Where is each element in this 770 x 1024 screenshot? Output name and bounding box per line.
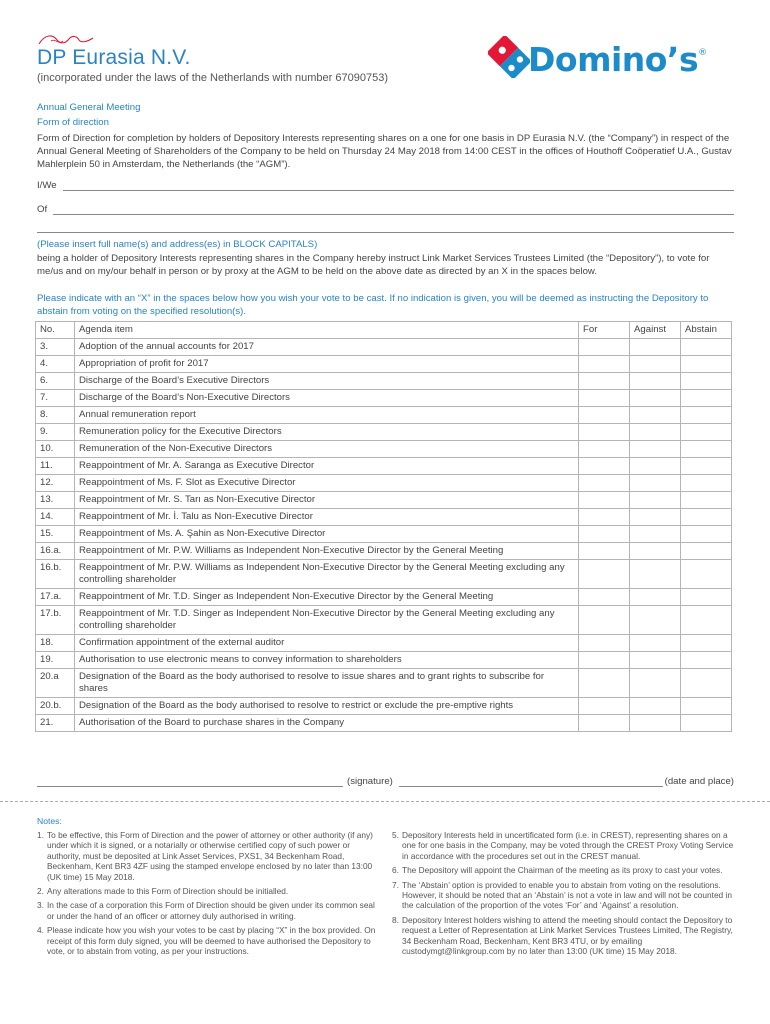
- agenda-number: 21.: [36, 715, 75, 732]
- vote-against-box[interactable]: [630, 458, 681, 475]
- signature-line[interactable]: [37, 777, 343, 787]
- iwe-input-line[interactable]: [63, 181, 734, 191]
- signature-label: (signature): [347, 776, 393, 787]
- agenda-number: 9.: [36, 424, 75, 441]
- note-text: Any alterations made to this Form of Direction should be initialled.: [47, 886, 289, 897]
- vote-abstain-box[interactable]: [681, 373, 732, 390]
- vote-for-box[interactable]: [579, 356, 630, 373]
- agenda-item: Appropriation of profit for 2017: [75, 356, 579, 373]
- iwe-label: I/We: [37, 180, 57, 191]
- agenda-number: 20.a: [36, 669, 75, 698]
- note-text: The Depository will appoint the Chairman of the meeting as its proxy to cast your votes.: [402, 865, 723, 876]
- agenda-item: Reappointment of Mr. İ. Talu as Non-Executive Director: [75, 509, 579, 526]
- note-text: Please indicate how you wish your votes to be cast by placing “X” in the box provided. On receipt of this form duly signed, you will be deemed to have authorised the Depository to vote, or to abstain from voting, as per your instructions.: [47, 925, 376, 957]
- note-item: [392, 880, 734, 911]
- table-row: [36, 698, 732, 715]
- table-row: [36, 635, 732, 652]
- vote-for-box[interactable]: [579, 526, 630, 543]
- vote-for-box[interactable]: [579, 543, 630, 560]
- vote-for-box[interactable]: [579, 715, 630, 732]
- agenda-number: 12.: [36, 475, 75, 492]
- note-item: [37, 925, 377, 956]
- header-item: Agenda item: [75, 322, 579, 339]
- vote-abstain-box[interactable]: [681, 698, 732, 715]
- agenda-item: Reappointment of Mr. T.D. Singer as Independent Non-Executive Director by the General Meeting: [75, 589, 579, 606]
- agenda-item: Discharge of the Board’s Non-Executive Directors: [75, 390, 579, 407]
- vote-abstain-box[interactable]: [681, 589, 732, 606]
- company-title: DP Eurasia N.V.: [37, 46, 191, 69]
- vote-abstain-box[interactable]: [681, 441, 732, 458]
- vote-abstain-box[interactable]: [681, 356, 732, 373]
- agenda-item: Remuneration of the Non-Executive Directors: [75, 441, 579, 458]
- vote-for-box[interactable]: [579, 390, 630, 407]
- vote-abstain-box[interactable]: [681, 652, 732, 669]
- vote-against-box[interactable]: [630, 424, 681, 441]
- agenda-table: [35, 321, 732, 732]
- agenda-item: Reappointment of Ms. A. Şahin as Non-Executive Director: [75, 526, 579, 543]
- agenda-number: 19.: [36, 652, 75, 669]
- note-text: In the case of a corporation this Form of Direction should be given under its common seal or under the hand of an officer or attorney duly authorised in writing.: [47, 900, 375, 921]
- iwe-row: [37, 180, 734, 191]
- agenda-number: 10.: [36, 441, 75, 458]
- notes-right-column: [392, 830, 734, 960]
- agenda-number: 20.b.: [36, 698, 75, 715]
- agenda-item: Confirmation appointment of the external auditor: [75, 635, 579, 652]
- table-row: [36, 475, 732, 492]
- vote-against-box[interactable]: [630, 715, 681, 732]
- table-row: [36, 441, 732, 458]
- note-number: 5.: [392, 830, 399, 840]
- agenda-number: 16.a.: [36, 543, 75, 560]
- agenda-item: Authorisation of the Board to purchase shares in the Company: [75, 715, 579, 732]
- vote-abstain-box[interactable]: [681, 407, 732, 424]
- agenda-item: Reappointment of Ms. F. Slot as Executive Director: [75, 475, 579, 492]
- agenda-item: Reappointment of Mr. S. Tarı as Non-Executive Director: [75, 492, 579, 509]
- vote-abstain-box[interactable]: [681, 715, 732, 732]
- divider: [0, 801, 770, 802]
- agenda-item: Reappointment of Mr. P.W. Williams as Independent Non-Executive Director by the General Meeting excluding any controlling shareholder: [75, 560, 579, 589]
- vote-for-box[interactable]: [579, 475, 630, 492]
- vote-for-box[interactable]: [579, 698, 630, 715]
- vote-for-box[interactable]: [579, 458, 630, 475]
- vote-abstain-box[interactable]: [681, 390, 732, 407]
- header-abstain: Abstain: [681, 322, 732, 339]
- agenda-number: 18.: [36, 635, 75, 652]
- table-row: [36, 589, 732, 606]
- note-item: [392, 830, 734, 861]
- incorporation-note: (incorporated under the laws of the Netherlands with number 67090753): [37, 72, 388, 84]
- table-row: [36, 606, 732, 635]
- of-row: [37, 204, 734, 215]
- note-item: [37, 830, 377, 882]
- vote-against-box[interactable]: [630, 441, 681, 458]
- agenda-number: 6.: [36, 373, 75, 390]
- table-row: [36, 373, 732, 390]
- vote-for-box[interactable]: [579, 407, 630, 424]
- note-item: [392, 915, 734, 957]
- vote-abstain-box[interactable]: [681, 606, 732, 635]
- agenda-item: Designation of the Board as the body authorised to resolve to issue shares and to grant rights to subscribe for shares: [75, 669, 579, 698]
- agenda-number: 17.a.: [36, 589, 75, 606]
- vote-abstain-box[interactable]: [681, 543, 732, 560]
- table-row: [36, 543, 732, 560]
- agenda-item: Authorisation to use electronic means to convey information to shareholders: [75, 652, 579, 669]
- note-text: The ‘Abstain’ option is provided to enable you to abstain from voting on the resolutions. However, it should be noted that an ‘Abstain’ is not a vote in law and will not be counted in the calculation of the proportion of the votes ‘For’ and ‘Against’ a resolution.: [402, 879, 732, 911]
- vote-abstain-box[interactable]: [681, 526, 732, 543]
- table-row: [36, 356, 732, 373]
- agenda-item: Annual remuneration report: [75, 407, 579, 424]
- date-place-line[interactable]: [399, 777, 663, 787]
- agenda-number: 3.: [36, 339, 75, 356]
- agenda-item: Reappointment of Mr. P.W. Williams as Independent Non-Executive Director by the General Meeting: [75, 543, 579, 560]
- table-row: [36, 492, 732, 509]
- of-label: Of: [37, 204, 48, 215]
- vote-against-box[interactable]: [630, 589, 681, 606]
- vote-for-box[interactable]: [579, 339, 630, 356]
- vote-against-box[interactable]: [630, 390, 681, 407]
- agenda-number: 8.: [36, 407, 75, 424]
- agenda-number: 13.: [36, 492, 75, 509]
- agenda-number: 4.: [36, 356, 75, 373]
- vote-against-box[interactable]: [630, 526, 681, 543]
- notes-heading: Notes:: [37, 816, 62, 826]
- of-input-line[interactable]: [53, 205, 734, 215]
- note-number: 8.: [392, 914, 399, 925]
- vote-abstain-box[interactable]: [681, 492, 732, 509]
- note-number: 7.: [392, 879, 399, 890]
- vote-abstain-box[interactable]: [681, 458, 732, 475]
- agenda-number: 14.: [36, 509, 75, 526]
- holder-text: being a holder of Depository Interests representing shares in the Company hereby instruct Link Market Services Trustees Limited (the “Depository”), to vote for me/us and on my/our behalf in person or by proxy at the AGM to be held on the above date as directed by an X in the spaces below.: [37, 253, 710, 277]
- table-row: [36, 652, 732, 669]
- note-number: 3.: [37, 900, 44, 911]
- vote-for-box[interactable]: [579, 492, 630, 509]
- vote-for-box[interactable]: [579, 606, 630, 635]
- vote-for-box[interactable]: [579, 373, 630, 390]
- note-text: Depository Interest holders wishing to attend the meeting should contact the Depository to request a Letter of Representation at Link Market Services Trustees Limited, The Registry, 34 Beckenham Road, Beckenham, Kent BR3 4TU, or by emailing custodymgt@linkgroup.com by no later than 13:00 (UK time) 15 May 2018.: [402, 914, 733, 957]
- vote-abstain-box[interactable]: [681, 509, 732, 526]
- date-place-label: (date and place): [664, 776, 734, 787]
- vote-against-box[interactable]: [630, 356, 681, 373]
- agenda-item: Reappointment of Mr. A. Saranga as Executive Director: [75, 458, 579, 475]
- table-row: [36, 339, 732, 356]
- agenda-item: Designation of the Board as the body authorised to resolve to restrict or exclude the pre-emptive rights: [75, 698, 579, 715]
- vote-for-box[interactable]: [579, 509, 630, 526]
- vote-abstain-box[interactable]: [681, 560, 732, 589]
- vote-for-box[interactable]: [579, 589, 630, 606]
- table-row: [36, 715, 732, 732]
- table-row: [36, 526, 732, 543]
- header-no: No.: [36, 322, 75, 339]
- table-row: [36, 407, 732, 424]
- note-number: 2.: [37, 886, 44, 897]
- agenda-item: Discharge of the Board’s Executive Directors: [75, 373, 579, 390]
- agenda-item: Remuneration policy for the Executive Directors: [75, 424, 579, 441]
- note-text: Depository Interests held in uncertificated form (i.e. in CREST), representing shares on a one for one basis in the Company, may be voted through the CREST Proxy Voting Service in accordance with the procedures set out in the CREST manual.: [402, 830, 734, 861]
- header-for: For: [579, 322, 630, 339]
- vote-for-box[interactable]: [579, 560, 630, 589]
- table-row: [36, 390, 732, 407]
- note-item: [37, 886, 377, 896]
- vote-for-box[interactable]: [579, 424, 630, 441]
- logo-wordmark: Domino’s®: [528, 40, 707, 79]
- domino-tile-icon: [488, 36, 530, 78]
- agenda-number: 17.b.: [36, 606, 75, 635]
- table-row: [36, 509, 732, 526]
- note-number: 6.: [392, 865, 399, 876]
- vote-against-box[interactable]: [630, 373, 681, 390]
- note-item: [392, 865, 734, 875]
- vote-for-box[interactable]: [579, 652, 630, 669]
- table-row: [36, 669, 732, 698]
- vote-against-box[interactable]: [630, 492, 681, 509]
- vote-against-box[interactable]: [630, 669, 681, 698]
- intro-text: Form of Direction for completion by holders of Depository Interests representing shares on a one for one basis in DP Eurasia N.V. (the “Company”) in respect of the Annual General Meeting of Shareholders of the Company to be held on Thursday 24 May 2018 from 14:00 CEST in the offices of Houthoff Coöperatief U.A., Gustav Mahlerplein 50 in Amsterdam, the Netherlands (the “AGM”).: [37, 133, 732, 170]
- agenda-item: Reappointment of Mr. T.D. Singer as Independent Non-Executive Director by the General Meeting excluding any controlling shareholder: [75, 606, 579, 635]
- note-text: To be effective, this Form of Direction and the power of attorney or other authority (if any) under which it is signed, or a notarially or otherwise certified copy of such power or authority, must be deposited at Link Asset Services, PXS1, 34 Beckenham Road, Beckenham, Kent BR3 4ZF using the stamped envelope enclosed by no later than 13:00 (UK time) 15 May 2018.: [47, 830, 373, 882]
- vote-against-box[interactable]: [630, 509, 681, 526]
- vote-abstain-box[interactable]: [681, 635, 732, 652]
- block-capitals-note: (Please insert full name(s) and address(es) in BLOCK CAPITALS): [37, 239, 318, 250]
- notes-left-column: [37, 830, 377, 960]
- agenda-item: Adoption of the annual accounts for 2017: [75, 339, 579, 356]
- agenda-number: 11.: [36, 458, 75, 475]
- vote-against-box[interactable]: [630, 635, 681, 652]
- vote-against-box[interactable]: [630, 652, 681, 669]
- vote-against-box[interactable]: [630, 560, 681, 589]
- vote-for-box[interactable]: [579, 441, 630, 458]
- agenda-number: 7.: [36, 390, 75, 407]
- vote-abstain-box[interactable]: [681, 424, 732, 441]
- vote-against-box[interactable]: [630, 698, 681, 715]
- agenda-number: 16.b.: [36, 560, 75, 589]
- address-input-line[interactable]: [37, 232, 734, 233]
- vote-for-box[interactable]: [579, 635, 630, 652]
- vote-against-box[interactable]: [630, 407, 681, 424]
- vote-abstain-box[interactable]: [681, 339, 732, 356]
- vote-abstain-box[interactable]: [681, 475, 732, 492]
- vote-against-box[interactable]: [630, 543, 681, 560]
- table-header-row: [36, 322, 732, 339]
- x-instruction: Please indicate with an “X” in the spaces below how you wish your vote to be cast. If no indication is given, you will be deemed as instructing the Depository to abstain from voting on the specified resolution(s).: [37, 293, 709, 317]
- vote-against-box[interactable]: [630, 606, 681, 635]
- table-row: [36, 560, 732, 589]
- agenda-number: 15.: [36, 526, 75, 543]
- vote-against-box[interactable]: [630, 339, 681, 356]
- header-against: Against: [630, 322, 681, 339]
- note-number: 4.: [37, 925, 44, 936]
- dominos-logo: [486, 32, 736, 86]
- note-item: [37, 900, 377, 921]
- vote-for-box[interactable]: [579, 669, 630, 698]
- meeting-heading: Annual General Meeting: [37, 102, 141, 113]
- table-row: [36, 458, 732, 475]
- note-number: 1.: [37, 830, 44, 840]
- form-title: Form of direction: [37, 117, 109, 128]
- vote-against-box[interactable]: [630, 475, 681, 492]
- signature-row: [37, 776, 734, 787]
- vote-abstain-box[interactable]: [681, 669, 732, 698]
- table-row: [36, 424, 732, 441]
